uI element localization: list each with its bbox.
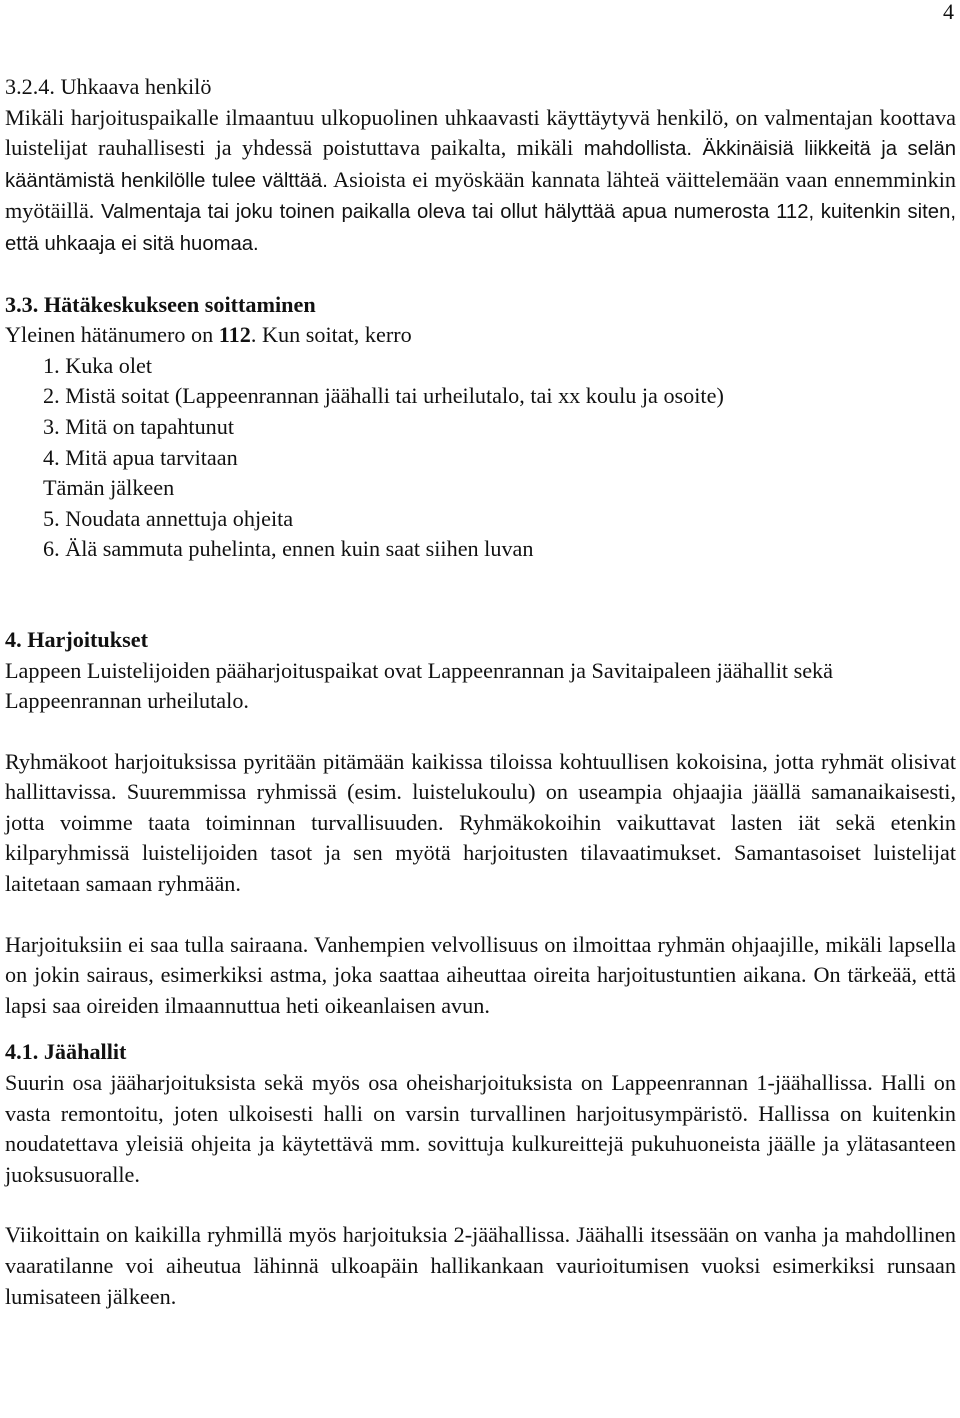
- paragraph-group-sizes: Ryhmäkoot harjoituksissa pyritään pitämään kaikissa tiloissa kohtuullisen kokoisina, jotta ryhmät olisivat hallittavissa. Suuremmissa ryhmissä (esim. luistelukoulu) on useampia ohjaajia jäällä samanaikaisesti, jotta voimme taata toiminnan turvallisuuden. Ryhmäkokoihin vaikuttavat lasten iät sekä etenkin kilparyhmissä luistelijoiden tasot ja sen myötä harjoitusten tilavaatimukset. Samantasoiset luistelijat laitetaan samaan ryhmään.: [5, 748, 956, 897]
- list-item: [5, 412, 956, 443]
- heading-title: Uhkaava henkilö: [60, 74, 212, 99]
- list-text: Mistä soitat (Lappeenrannan jäähalli tai urheilutalo, tai xx koulu ja osoite): [65, 383, 724, 409]
- list-number: 5.: [43, 505, 60, 531]
- list-text: Mitä on tapahtunut: [65, 413, 235, 439]
- paragraph-text: Mikäli harjoituspaikalle ilmaantuu ulkopuolinen uhkaavasti käyttäytyvä henkilö, on valmentajan koottava luistelijat rauhallisesti ja yhdessä poistuttava paikalta, mikäli: [5, 104, 956, 161]
- intro-text: Yleinen hätänumero on: [5, 322, 219, 348]
- list-text: Älä sammuta puhelinta, ennen kuin saat siihen luvan: [65, 536, 534, 562]
- paragraph-ice-hall-2: Viikoittain on kaikilla ryhmillä myös harjoituksia 2-jäähallissa. Jäähalli itsessään on vanha ja mahdollinen vaaratilanne voi aiheutua lähinnä ulkoapäin hallikankaan vaurioitumisen vuoksi esimerkiksi runsaan lumisateen jälkeen.: [5, 1222, 956, 1309]
- paragraph-text: Valmentaja tai joku toinen paikalla oleva tai ollut hälyttää apua numerosta 112, kuitenkin siten, että uhkaaja ei sitä huomaa.: [5, 201, 956, 255]
- call-checklist: [5, 351, 956, 565]
- heading-title: Hätäkeskukseen soittaminen: [43, 291, 316, 317]
- intro-text: . Kun soitat, kerro: [250, 322, 412, 348]
- heading-number: 3.3.: [5, 291, 39, 317]
- paragraph-text: Asioista ei myöskään kannata lähteä väittelemään vaan ennemminkin myötäillä.: [5, 166, 956, 224]
- list-sublabel: Tämän jälkeen: [43, 475, 175, 501]
- paragraph-text: mahdollista.: [583, 138, 693, 161]
- document-body: [5, 72, 956, 1312]
- list-item: [5, 351, 956, 382]
- list-number: 2.: [43, 383, 60, 409]
- emergency-intro: [5, 320, 956, 351]
- list-text: Kuka olet: [65, 352, 153, 378]
- emergency-number: 112: [218, 322, 251, 348]
- section-heading-4-1: [5, 1037, 956, 1068]
- section-heading-3-2-4: [5, 72, 956, 103]
- section-heading-3-3: [5, 290, 956, 321]
- heading-number: 3.2.4.: [5, 74, 55, 99]
- heading-title: Jäähallit: [43, 1039, 127, 1065]
- paragraph-training-venues: Lappeen Luistelijoiden pääharjoituspaikat ovat Lappeenrannan ja Savitaipaleen jäähallit sekä Lappeenrannan urheilutalo.: [5, 657, 834, 714]
- section-heading-4: [5, 625, 956, 656]
- paragraph-ice-hall-1: Suurin osa jääharjoituksista sekä myös osa oheisharjoituksista on Lappeenrannan 1-jäähallissa. Halli on vasta remontoitu, joten ulkoisesti halli on varsin turvallinen harjoitusympäristö. Hallissa on kuitenkin noudatettava yleisiä ohjeita ja käytettävä mm. sovittuja kulkureittejä pukuhuoneista jäälle ja ylätasanteen juoksusuoralle.: [5, 1070, 956, 1187]
- paragraph-threatening-person: [5, 103, 956, 260]
- list-item: [5, 504, 956, 535]
- paragraph-text: Äkkinäisiä liikkeitä ja selän kääntämistä henkilölle tulee välttää.: [5, 138, 957, 192]
- page-number: 4: [943, 0, 954, 24]
- list-number: 4.: [43, 444, 60, 470]
- heading-number: 4.1.: [5, 1039, 39, 1065]
- list-number: 6.: [43, 536, 60, 562]
- heading-title: Harjoitukset: [27, 626, 148, 652]
- heading-number: 4.: [5, 626, 22, 652]
- list-number: 1.: [43, 352, 60, 378]
- list-text: Mitä apua tarvitaan: [65, 444, 238, 470]
- list-number: 3.: [43, 413, 60, 439]
- list-item: [5, 443, 956, 474]
- list-item: [5, 534, 956, 565]
- list-item: [5, 381, 956, 412]
- list-text: Noudata annettuja ohjeita: [65, 505, 294, 531]
- paragraph-illness: Harjoituksiin ei saa tulla sairaana. Vanhempien velvollisuus on ilmoittaa ryhmän ohjaajille, mikäli lapsella on jokin sairaus, esimerkiksi astma, joka saattaa aiheuttaa oireita harjoitustuntien aikana. On tärkeää, että lapsi saa oireiden ilmaannuttua heti oikeanlaisen avun.: [5, 931, 956, 1018]
